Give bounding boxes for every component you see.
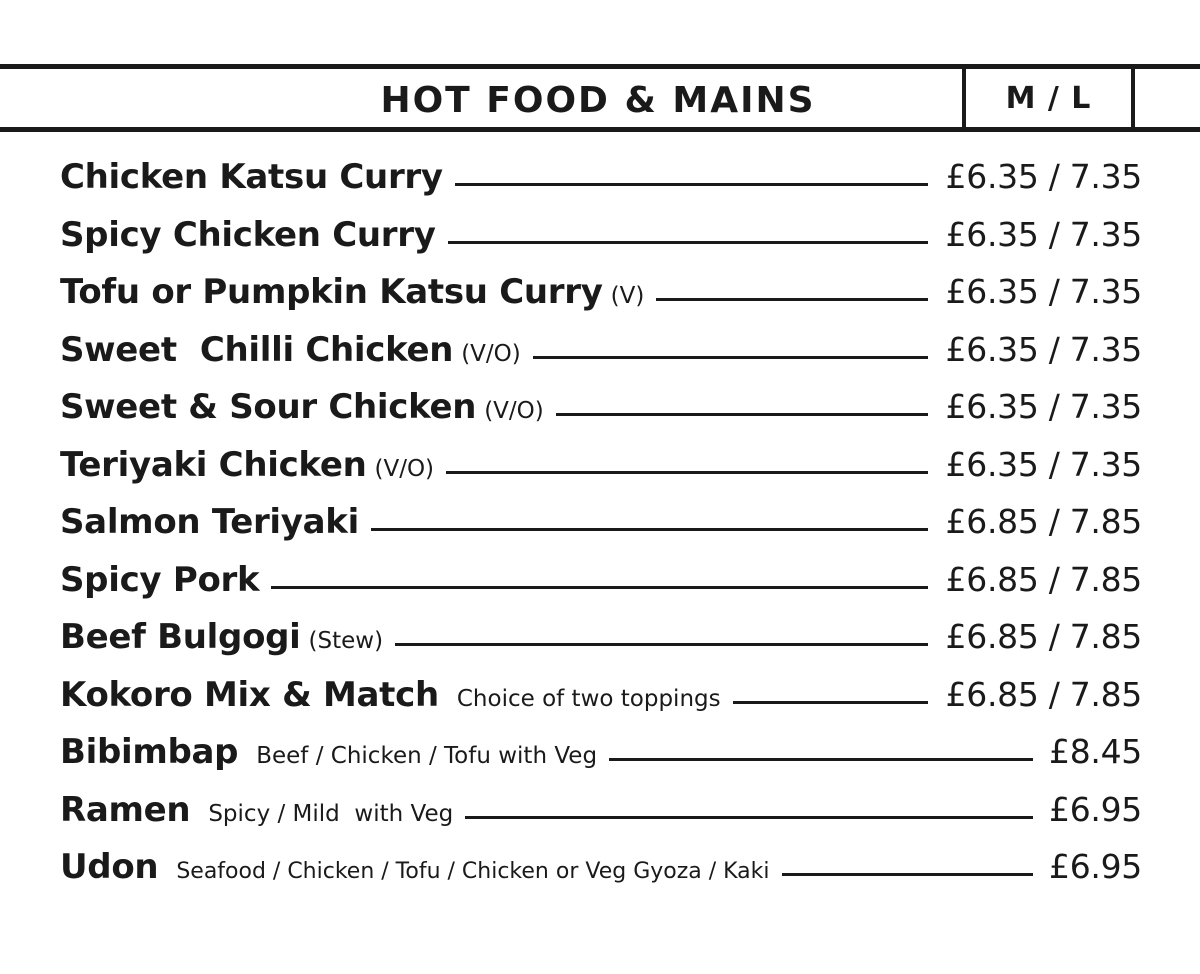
item-price: £8.45	[1049, 732, 1142, 771]
item-price: £6.85 / 7.85	[945, 674, 1142, 714]
item-name: Beef Bulgogi	[60, 617, 301, 657]
dotted-leader	[556, 413, 928, 416]
dotted-leader	[271, 586, 928, 589]
item-price: £6.35 / 7.35	[945, 329, 1142, 369]
menu-item	[60, 157, 1142, 215]
item-note: (V/O)	[374, 455, 435, 482]
menu-item	[60, 215, 1142, 273]
item-name: Bibimbap	[60, 732, 239, 772]
dotted-leader	[448, 241, 928, 244]
item-price: £6.35 / 7.35	[945, 272, 1142, 311]
dotted-leader	[455, 183, 928, 186]
item-name: Spicy Chicken Curry	[60, 214, 436, 255]
menu-item	[60, 617, 1142, 675]
item-price: £6.35 / 7.35	[945, 214, 1142, 254]
item-price: £6.85 / 7.85	[945, 502, 1142, 541]
menu-item	[60, 445, 1142, 503]
item-note: Choice of two toppings	[456, 685, 721, 712]
menu-item	[60, 272, 1142, 330]
dotted-leader	[656, 298, 928, 301]
dotted-leader	[533, 356, 928, 359]
dotted-leader	[446, 471, 928, 474]
menu-item	[60, 502, 1142, 560]
item-price: £6.35 / 7.35	[945, 444, 1142, 484]
item-note: (Stew)	[308, 628, 384, 654]
menu-item	[60, 560, 1142, 618]
dotted-leader	[733, 701, 928, 704]
dotted-leader	[395, 643, 928, 646]
item-name: Spicy Pork	[60, 559, 260, 600]
item-name: Chicken Katsu Curry	[60, 157, 443, 197]
item-name: Ramen	[60, 789, 191, 830]
dotted-leader	[371, 528, 928, 531]
dotted-leader	[609, 758, 1033, 761]
dotted-leader	[782, 873, 1033, 876]
item-price: £6.85 / 7.85	[945, 559, 1142, 599]
item-note: (V/O)	[461, 340, 521, 367]
item-price: £6.95	[1049, 789, 1142, 829]
item-name: Teriyaki Chicken	[60, 444, 367, 485]
item-note: Spicy / Mild with Veg	[208, 800, 454, 827]
header-divider	[1131, 69, 1135, 127]
section-header	[0, 64, 1200, 132]
menu-item	[60, 847, 1142, 905]
section-title: HOT FOOD & MAINS	[380, 80, 816, 121]
item-price: £6.85 / 7.85	[945, 617, 1142, 656]
menu-item	[60, 387, 1142, 445]
item-name: Kokoro Mix & Match	[60, 674, 439, 715]
menu-item	[60, 732, 1142, 790]
item-name: Sweet & Sour Chicken	[60, 387, 477, 427]
item-price: £6.35 / 7.35	[945, 387, 1142, 426]
menu-item	[60, 330, 1142, 388]
item-name: Salmon Teriyaki	[60, 502, 359, 542]
item-price: £6.95	[1049, 847, 1142, 886]
item-name: Udon	[60, 847, 159, 887]
menu-item-list	[60, 157, 1142, 905]
item-note: (V/O)	[484, 398, 544, 424]
item-name: Tofu or Pumpkin Katsu Curry	[60, 272, 603, 312]
item-price: £6.35 / 7.35	[945, 157, 1142, 196]
menu-item	[60, 675, 1142, 733]
menu-item	[60, 790, 1142, 848]
item-name: Sweet Chilli Chicken	[60, 329, 454, 370]
item-note: (V)	[610, 283, 645, 309]
item-note: Beef / Chicken / Tofu with Veg	[256, 743, 598, 769]
item-note: Seafood / Chicken / Tofu / Chicken or Veg Gyoza / Kaki	[176, 859, 770, 884]
dotted-leader	[465, 816, 1033, 819]
size-column-label: M / L	[1005, 81, 1092, 116]
